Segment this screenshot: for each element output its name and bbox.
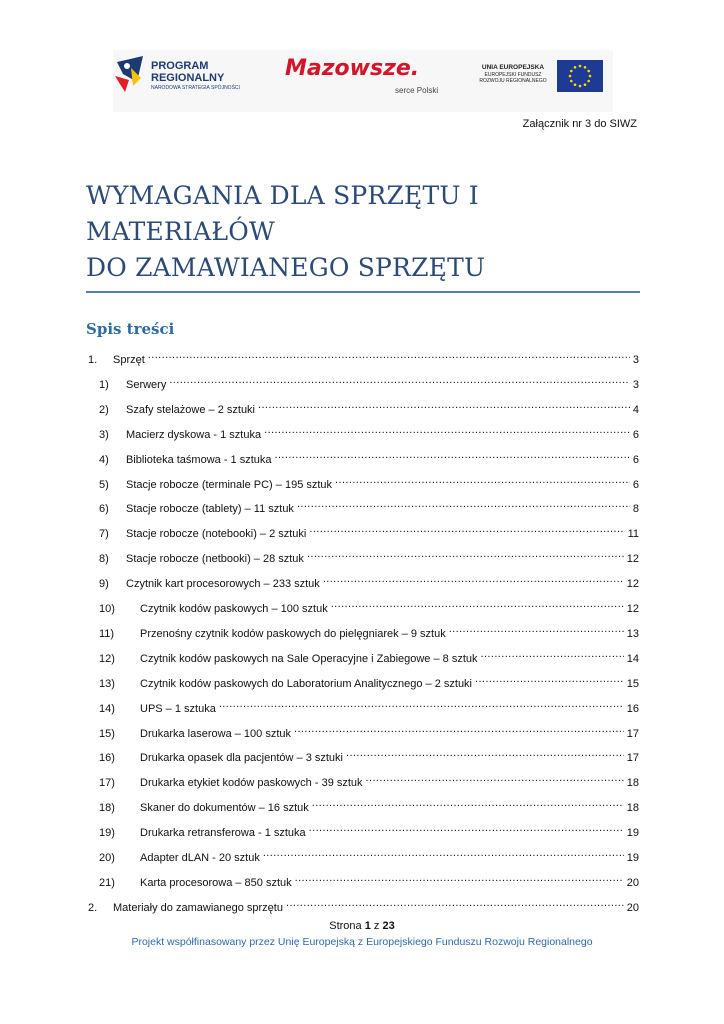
toc-entry[interactable] (99, 397, 639, 416)
toc-entry-number: 2. (88, 901, 98, 914)
logo-text-line: UNIA EUROPEJSKA (481, 64, 545, 71)
toc-entry-label: Stacje robocze (netbooki) – 28 sztuk (126, 553, 304, 566)
toc-entry-number: 2) (99, 403, 109, 416)
toc-dot-leader (312, 795, 624, 811)
eu-fund-logo (469, 64, 557, 84)
toc-entry-number: 7) (99, 528, 109, 541)
toc-entry-number: 5) (99, 478, 109, 491)
logo-text-line: EUROPEJSKI FUNDUSZ (484, 72, 542, 78)
toc-entry-number: 4) (99, 453, 109, 466)
toc-dot-leader (169, 372, 630, 388)
toc-entry[interactable] (99, 496, 639, 516)
toc-entry-label: Stacje robocze (tablety) – 11 sztuk (126, 503, 294, 516)
logo-text-line: NARODOWA STRATEGIA SPÓJNOŚCI (151, 85, 240, 91)
toc-entry-label: Adapter dLAN - 20 sztuk (140, 852, 260, 864)
toc-entry-page: 4 (632, 403, 639, 416)
toc-entry-page: 19 (626, 827, 639, 840)
toc-entry-number: 16) (99, 752, 115, 765)
toc-entry[interactable] (99, 696, 639, 715)
page-of: z (373, 920, 380, 932)
toc-dot-leader (323, 571, 624, 587)
toc-entry-page: 19 (626, 852, 639, 864)
toc-entry[interactable] (99, 372, 639, 391)
toc-entry-number: 19) (99, 827, 115, 840)
page-current: 1 (364, 920, 371, 932)
toc-entry-number: 10) (99, 603, 115, 615)
toc-entry-label: Czytnik kodów paskowych do Laboratorium Analitycznego – 2 sztuki (140, 677, 473, 690)
toc-entry-number: 13) (99, 677, 115, 690)
title-line: WYMAGANIA DLA SPRZĘTU I (86, 181, 479, 210)
toc-heading: Spis treści (86, 320, 175, 338)
toc-entry[interactable] (99, 596, 639, 615)
toc-entry-number: 18) (99, 802, 115, 815)
toc-entry-page: 12 (626, 578, 639, 591)
toc-entry[interactable] (99, 646, 639, 665)
title-divider (86, 291, 640, 293)
toc-entry[interactable] (99, 795, 639, 815)
toc-entry[interactable] (99, 820, 639, 840)
toc-entry-page: 17 (626, 752, 639, 765)
toc-entry-page: 13 (626, 627, 639, 640)
toc-entry-label: Czytnik kodów paskowych na Sale Operacyjne i Zabiegowe – 8 sztuk (140, 652, 478, 665)
toc-dot-leader (309, 820, 624, 836)
toc-dot-leader (148, 347, 630, 363)
header-logos (113, 50, 613, 112)
toc-dot-leader (264, 422, 630, 438)
toc-dot-leader (275, 447, 630, 463)
mazowsze-logo (285, 56, 445, 98)
project-funding-note: Projekt współfinasowany przez Unię Europejską z Europejskiego Funduszu Rozwoju Regionalnego (131, 936, 593, 948)
toc-entry-page: 8 (632, 503, 639, 516)
toc-entry-page: 14 (626, 652, 639, 665)
toc-dot-leader (335, 472, 630, 488)
document-title (86, 178, 646, 286)
toc-entry[interactable] (99, 521, 639, 541)
toc-entry-page: 16 (626, 702, 639, 715)
toc-dot-leader (346, 745, 624, 761)
toc-entry-page: 6 (632, 478, 639, 491)
toc-entry-page: 15 (626, 677, 639, 690)
logo-text-line: PROGRAM (151, 60, 209, 72)
toc-entry-number: 12) (99, 652, 115, 665)
toc-entry-number: 20) (99, 852, 115, 864)
toc-entry-label: Materiały do zamawianego sprzętu (113, 901, 283, 914)
toc-entry-number: 11) (99, 627, 115, 640)
toc-entry-label: Przenośny czytnik kodów paskowych do pielęgniarek – 9 sztuk (140, 627, 446, 640)
mazowsze-tagline: serce Polski (395, 86, 439, 95)
toc-entry[interactable] (88, 895, 639, 914)
toc-entry[interactable] (99, 546, 639, 566)
attachment-label: Załącznik nr 3 do SIWZ (522, 118, 637, 130)
toc-entry-page: 18 (626, 802, 639, 815)
page-total: 23 (382, 920, 395, 932)
toc-dot-leader (481, 646, 624, 662)
toc-entry-label: Stacje robocze (notebooki) – 2 sztuki (126, 528, 307, 541)
toc-entry-page: 12 (626, 603, 639, 615)
toc-entry-label: Sprzęt (113, 354, 145, 366)
toc-entry-page: 6 (632, 453, 639, 466)
toc-entry-label: Czytnik kart procesorowych – 233 sztuk (126, 578, 320, 591)
toc-entry[interactable] (99, 770, 639, 790)
toc-entry[interactable] (99, 721, 639, 740)
toc-entry[interactable] (99, 571, 639, 591)
page-word: Strona (329, 920, 362, 932)
toc-entry-label: Biblioteka taśmowa - 1 sztuka (126, 453, 272, 466)
toc-entry-page: 12 (626, 553, 639, 566)
toc-entry-number: 15) (99, 727, 115, 740)
toc-entry-page: 11 (627, 528, 639, 541)
toc-entry-number: 1. (88, 354, 98, 366)
title-line: MATERIAŁÓW (86, 217, 275, 246)
toc-entry-page: 3 (632, 378, 639, 391)
program-regionalny-star-icon (113, 54, 147, 94)
toc-entry-page: 6 (632, 428, 639, 441)
toc-entry-label: Drukarka opasek dla pacjentów – 3 sztuki (140, 752, 343, 765)
toc-entry-label: Serwery (126, 378, 167, 391)
title-line: DO ZAMAWIANEGO SPRZĘTU (86, 253, 486, 282)
toc-entry-page: 17 (626, 727, 639, 740)
toc-entry[interactable] (99, 845, 639, 864)
toc-dot-leader (258, 397, 630, 413)
toc-dot-leader (307, 546, 624, 562)
toc-entry-label: Macierz dyskowa - 1 sztuka (126, 428, 262, 441)
toc-dot-leader (297, 496, 630, 512)
toc-dot-leader (286, 895, 624, 911)
page-number (0, 920, 724, 932)
logo-text-line: REGIONALNY (151, 72, 225, 84)
mazowsze-wordmark: Mazowsze. (285, 56, 420, 81)
toc-entry-page: 3 (632, 354, 639, 366)
toc-entry-label: Stacje robocze (terminale PC) – 195 sztuk (126, 478, 333, 491)
toc-entry-label: Drukarka laserowa – 100 sztuk (140, 727, 292, 740)
toc-entry[interactable] (99, 422, 639, 441)
toc-dot-leader (475, 671, 624, 687)
toc-entry-label: Drukarka retransferowa - 1 sztuka (140, 827, 306, 840)
toc-entry-label: Szafy stelażowe – 2 sztuki (126, 403, 256, 416)
toc-entry-page: 20 (626, 876, 639, 889)
toc-entry[interactable] (99, 671, 639, 690)
toc-entry-page: 18 (626, 777, 639, 790)
toc-dot-leader (331, 596, 624, 612)
toc-entry-label: UPS – 1 sztuka (140, 702, 216, 715)
toc-entry-label: Czytnik kodów paskowych – 100 sztuk (140, 603, 328, 615)
toc-entry-number: 1) (99, 378, 109, 391)
toc-entry[interactable] (88, 347, 639, 366)
toc-entry[interactable] (99, 472, 639, 491)
toc-entry-number: 9) (99, 578, 109, 591)
toc-entry-label: Drukarka etykiet kodów paskowych - 39 sztuk (140, 777, 363, 790)
toc-entry-number: 3) (99, 428, 109, 441)
toc-dot-leader (263, 845, 624, 861)
toc-entry[interactable] (99, 447, 639, 466)
toc-entry-number: 21) (99, 876, 115, 889)
toc-dot-leader (295, 870, 624, 886)
logo-text-line: ROZWOJU REGIONALNEGO (479, 78, 547, 84)
program-regionalny-logo (151, 60, 271, 92)
toc-entry-label: Karta procesorowa – 850 sztuk (140, 876, 292, 889)
toc-entry-number: 14) (99, 702, 115, 715)
toc-dot-leader (449, 621, 624, 637)
toc-entry-number: 6) (99, 503, 109, 516)
toc-dot-leader (366, 770, 624, 786)
toc-entry-number: 8) (99, 553, 109, 566)
eu-flag-icon (557, 60, 603, 92)
toc-entry[interactable] (99, 870, 639, 889)
toc-entry[interactable] (99, 621, 639, 640)
toc-dot-leader (309, 521, 624, 537)
toc-dot-leader (294, 721, 624, 737)
toc-entry-page: 20 (626, 901, 639, 914)
toc-entry[interactable] (99, 745, 639, 765)
toc-entry-number: 17) (99, 777, 115, 790)
toc-dot-leader (219, 696, 624, 712)
toc-entry-label: Skaner do dokumentów – 16 sztuk (140, 802, 309, 815)
